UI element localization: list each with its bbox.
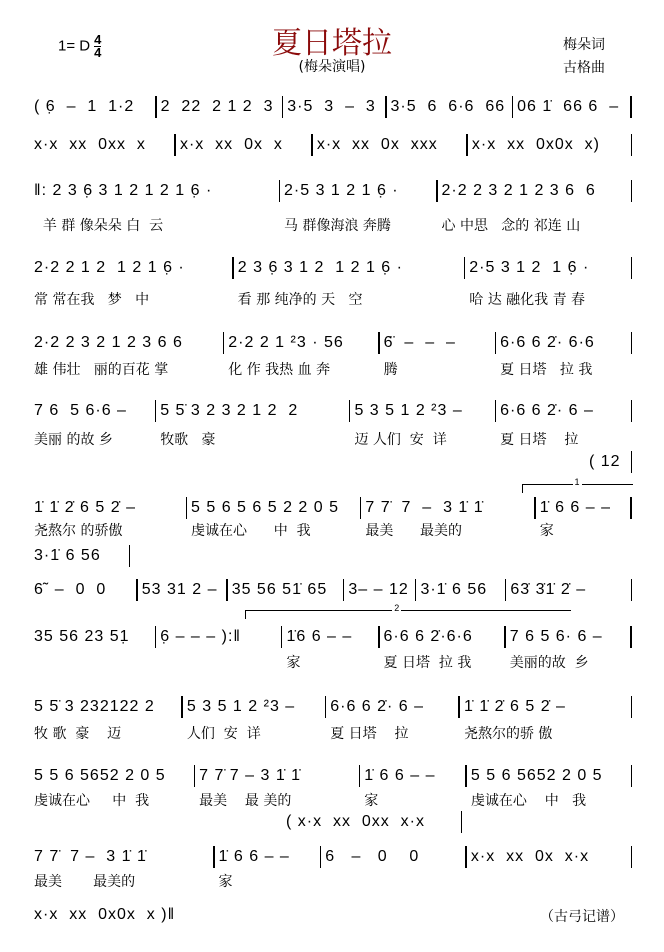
- lyric-segment: 家: [539, 523, 554, 539]
- measure: 2·5 3 1 2 1 6̣ ·: [284, 182, 399, 199]
- measure: 5 5 6 5652 2 0 5: [470, 767, 603, 784]
- notation-row: [30, 497, 632, 519]
- measure: 6·6 6 2̇· 6·6: [500, 334, 595, 351]
- lyric-segment: 家: [218, 874, 233, 890]
- notation-row: [30, 626, 632, 648]
- lyric-segment: 虔诚在心 中 我: [34, 793, 150, 809]
- measure: ( x·x xx 0xx x·x: [286, 813, 425, 830]
- measure: 2·2 2 1 2 1 2 1 6̣ ·: [34, 259, 185, 276]
- measure: 3·5 3 – 3: [287, 98, 376, 115]
- bar-line: [631, 696, 633, 718]
- notation-row: [30, 96, 632, 118]
- lyrics-row: [30, 790, 632, 810]
- measure: 2·5 3 1 2 1 6̣ ·: [469, 259, 590, 276]
- lyric-segment: 最美 最美的: [34, 874, 136, 890]
- notation-row: [30, 904, 190, 926]
- lyric-segment: [321, 871, 465, 891]
- notation-row: [585, 451, 632, 473]
- notation-row: [30, 545, 130, 567]
- measure: 3·5 6 6·6 66: [390, 98, 506, 115]
- lyric-segment: 夏 日塔 拉: [500, 432, 579, 448]
- volta-label-1: 1: [574, 477, 580, 487]
- bar-line: [631, 257, 633, 279]
- bar-line: [630, 96, 632, 118]
- lyric-segment: [156, 652, 281, 672]
- measure: 1̇ 1̇ 2̇ 6 5 2̇ –: [463, 698, 566, 715]
- bar-line: [631, 400, 633, 422]
- lyric-segment: 美丽 的故 乡: [34, 432, 113, 448]
- lyric-segment: 哈 达 融化我 青 春: [469, 292, 586, 308]
- lyric-segment: 尧熬尔的骄 傲: [463, 726, 553, 742]
- measure: 1̇ 1̇ 2̇ 6 5 2̇ –: [34, 499, 136, 516]
- bar-line: [631, 451, 633, 473]
- lyric-segment: 虔诚在心 中 我: [191, 523, 311, 539]
- bar-line: [129, 545, 131, 567]
- lyric-segment: [467, 871, 631, 891]
- measure: 6̃ – 0 0: [34, 581, 107, 598]
- measure: ‖: 2 3 6̣ 3 1 2 1 2 1 6̣ ·: [34, 182, 213, 199]
- bar-line: [631, 579, 633, 601]
- lyric-segment: 化 作 我热 血 奔: [228, 362, 331, 378]
- lyrics-row: [30, 429, 632, 449]
- notation-row: [282, 811, 462, 833]
- lyrics-row: [30, 871, 632, 891]
- transcriber-credit: （古弓记谱）: [540, 909, 624, 925]
- key-signature: [58, 34, 101, 59]
- time-top: 4: [94, 32, 102, 47]
- measure: 7 7̈ 7 – 3 1̇ 1̇: [34, 848, 147, 865]
- measure: x·x xx 0x x·x: [470, 848, 590, 865]
- lyric-segment: 心 中思 念的 祁连 山: [441, 218, 581, 234]
- bar-line: [631, 134, 633, 156]
- bar-line: [630, 626, 632, 648]
- measure: 53 31 2 –: [141, 581, 218, 598]
- volta-bracket-2: [245, 603, 571, 619]
- measure: 1̇ 6 6 – –: [364, 767, 436, 784]
- measure: 2·2 2 3 2 1 2 3 6 6: [34, 334, 183, 351]
- lyricist-credit: 梅朵词: [563, 37, 605, 53]
- measure: 2·2 2 1 ²3 · 56: [228, 334, 344, 351]
- measure: 6̣ – – – ):‖: [160, 628, 241, 645]
- lyrics-row: [30, 359, 632, 379]
- measure: 6·6 6 2̇·6·6: [383, 628, 473, 645]
- singer-credit: (梅朵演唱): [298, 59, 366, 75]
- notation-row: [30, 400, 632, 422]
- measure: 6·6 6 2̇· 6 –: [330, 698, 425, 715]
- notation-row: [30, 332, 632, 354]
- measure: 06 1̇ 66 6 –: [517, 98, 620, 115]
- lyric-segment: 牧歌 豪: [160, 432, 216, 448]
- lyric-segment: 看 那 纯净的 天 空: [237, 292, 363, 308]
- measure: x·x xx 0x xxx: [316, 136, 438, 153]
- volta-bracket-1: [522, 477, 633, 493]
- bar-line: [631, 332, 633, 354]
- lyric-segment: 雄 伟壮 丽的百花 掌: [34, 362, 169, 378]
- lyric-segment: 马 群像海浪 奔腾: [284, 218, 391, 234]
- measure: 7 6 5 6· 6 –: [509, 628, 603, 645]
- notation-row: [30, 180, 632, 202]
- measure: 1̇ 6 6 – –: [218, 848, 290, 865]
- measure: x·x xx 0x0x x): [471, 136, 600, 153]
- lyrics-row: [30, 723, 632, 743]
- measure: 3·1̇ 6 56: [420, 581, 488, 598]
- lyric-segment: 家: [286, 655, 301, 671]
- bar-line: [631, 846, 633, 868]
- measure: 35 56 23 51̣: [34, 628, 130, 645]
- time-bottom: 4: [94, 45, 102, 60]
- key-label: 1= D: [58, 37, 91, 55]
- measure: 1̇ 6 6 – –: [539, 499, 611, 516]
- notation-row: [30, 696, 632, 718]
- lyric-segment: 腾: [383, 362, 398, 378]
- measure: 5 5̈ 3 232122 2: [34, 698, 155, 715]
- notation-row: [30, 257, 632, 279]
- notation-row: [30, 765, 632, 787]
- lyric-segment: 夏 日塔 拉 我: [500, 362, 593, 378]
- measure: 2 3 6̣ 3 1 2 1 2 1 6̣ ·: [237, 259, 403, 276]
- lyric-segment: 羊 群 像朵朵 白 云: [34, 218, 164, 234]
- measure: 7 6 5 6·6 –: [34, 402, 127, 419]
- lyric-segment: 尧熬尔 的骄傲: [34, 523, 123, 539]
- lyric-segment: 人们 安 详: [186, 726, 261, 742]
- measure: x·x xx 0xx x: [34, 136, 146, 153]
- lyric-segment: 牧 歌 豪 迈: [34, 726, 122, 742]
- lyric-segment: 最美 最 美的: [199, 793, 292, 809]
- measure: 7 7̈ 7 – 3 1̇ 1̇: [199, 767, 302, 784]
- lyrics-row: [30, 520, 632, 540]
- measure: ( 6̣ – 1 1·2: [34, 98, 135, 115]
- lyric-segment: 虔诚在心 中 我: [470, 793, 587, 809]
- lyric-segment: 美丽的故 乡: [509, 655, 589, 671]
- measure: x·x xx 0x0x x )‖: [34, 906, 176, 923]
- lyric-segment: 家: [364, 793, 379, 809]
- measure: 6·6 6 2̇· 6 –: [500, 402, 594, 419]
- measure: 63̇ 3̇1̇ 2̇ –: [510, 581, 587, 598]
- lyric-segment: 迈 人们 安 详: [354, 432, 447, 448]
- measure: 1̇6 6 – –: [286, 628, 353, 645]
- lyric-segment: 最美 最美的: [365, 523, 463, 539]
- lyric-segment: 夏 日塔 拉 我: [383, 655, 472, 671]
- measure: 2 22 2 1 2 3: [160, 98, 274, 115]
- time-signature: [94, 34, 101, 59]
- bar-line: [631, 765, 633, 787]
- measure: 5 5 6 5652 2 0 5: [34, 767, 166, 784]
- measure: 2·2 2 3 2 1 2 3 6 6: [441, 182, 596, 199]
- lyric-segment: [30, 652, 155, 672]
- measure: ( 12: [589, 453, 621, 470]
- bar-line: [630, 497, 632, 519]
- measure: x·x xx 0x x: [179, 136, 283, 153]
- measure: 3·1̇ 6 56: [34, 547, 101, 564]
- measure: 5 5̈ 3 2 3 2 1 2 2: [160, 402, 299, 419]
- measure: 5 5 6 5 6 5 2 2 0 5: [191, 499, 339, 516]
- lyric-segment: 常 常在我 梦 中: [34, 292, 150, 308]
- measure: 3– – 12: [348, 581, 409, 598]
- lyric-segment: 夏 日塔 拉: [330, 726, 409, 742]
- lyrics-row: [30, 215, 632, 235]
- notation-row: [30, 846, 632, 868]
- bar-line: [461, 811, 463, 833]
- measure: 7 7̈ 7 – 3 1̇ 1̇: [365, 499, 484, 516]
- lyrics-row: [30, 289, 632, 309]
- song-title: 夏日塔拉: [272, 26, 392, 61]
- volta-label-2: 2: [394, 603, 400, 613]
- notation-row: [30, 134, 632, 156]
- bar-line: [631, 180, 633, 202]
- lyrics-row: [30, 652, 632, 672]
- measure: 6̈ – – –: [383, 334, 456, 351]
- measure: 35 56 51̇ 65: [231, 581, 328, 598]
- measure: 5 3 5 1 2 ²3 –: [354, 402, 463, 419]
- composer-credit: 古格曲: [563, 60, 605, 76]
- measure: 5 3 5 1 2 ²3 –: [186, 698, 296, 715]
- notation-row: [30, 579, 632, 601]
- measure: 6 – 0 0: [325, 848, 420, 865]
